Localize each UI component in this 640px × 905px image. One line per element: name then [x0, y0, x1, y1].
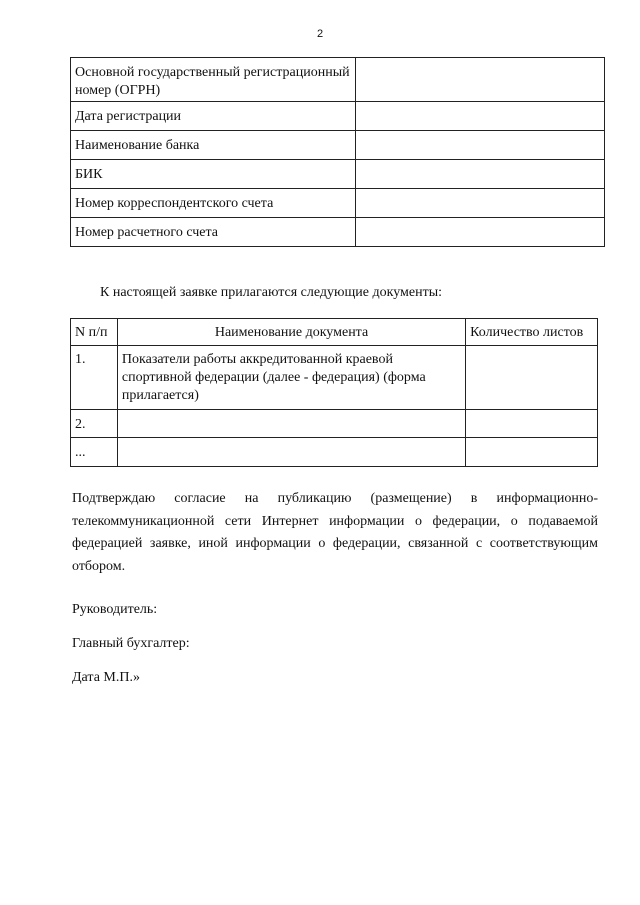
table-row [71, 102, 605, 131]
table-row [71, 438, 598, 467]
requisite-value-registration-date [355, 102, 604, 131]
document-sheets [466, 346, 598, 410]
header-document-name: Наименование документа [117, 319, 465, 346]
requisite-value-corr-account [355, 189, 604, 218]
table-row [71, 218, 605, 247]
requisite-value-bank-name [355, 131, 604, 160]
requisite-label-settlement-account: Номер расчетного счета [71, 218, 356, 247]
requisite-label-bik: БИК [71, 160, 356, 189]
signature-accountant-label: Главный бухгалтер: [72, 636, 190, 651]
header-sheet-count: Количество листов [466, 319, 598, 346]
document-name: Показатели работы аккредитованной краевой спортивной федерации (далее - федерация) (форма прилагается) [117, 346, 465, 410]
document-number: 1. [71, 346, 118, 410]
documents-table [70, 318, 598, 467]
document-name [117, 410, 465, 438]
table-row [71, 131, 605, 160]
document-name [117, 438, 465, 467]
requisite-label-registration-date: Дата регистрации [71, 102, 356, 131]
table-row [71, 346, 598, 410]
requisite-label-ogrn: Основной государственный регистрационный номер (ОГРН) [71, 58, 356, 102]
requisite-label-bank-name: Наименование банка [71, 131, 356, 160]
requisite-value-ogrn [355, 58, 604, 102]
table-row [71, 410, 598, 438]
table-row [71, 189, 605, 218]
requisite-label-corr-account: Номер корреспондентского счета [71, 189, 356, 218]
table-header-row [71, 319, 598, 346]
requisite-value-settlement-account [355, 218, 604, 247]
table-row [71, 58, 605, 102]
signature-date-label: Дата М.П.» [72, 670, 140, 685]
document-sheets [466, 438, 598, 467]
requisite-value-bik [355, 160, 604, 189]
signature-head-label: Руководитель: [72, 602, 158, 617]
documents-intro: К настоящей заявке прилагаются следующие документы: [100, 285, 442, 300]
header-number: N п/п [71, 319, 118, 346]
page-number: 2 [316, 28, 324, 40]
requisites-table [70, 57, 605, 247]
document-sheets [466, 410, 598, 438]
table-row [71, 160, 605, 189]
document-number: ... [71, 438, 118, 467]
document-number: 2. [71, 410, 118, 438]
consent-paragraph: Подтверждаю согласие на публикацию (размещение) в информационно-телекоммуникационной сети Интернет информации о федерации, о подаваемой федерацией заявке, иной информации о федерации, связанной с соответствующим отбором. [72, 491, 598, 574]
